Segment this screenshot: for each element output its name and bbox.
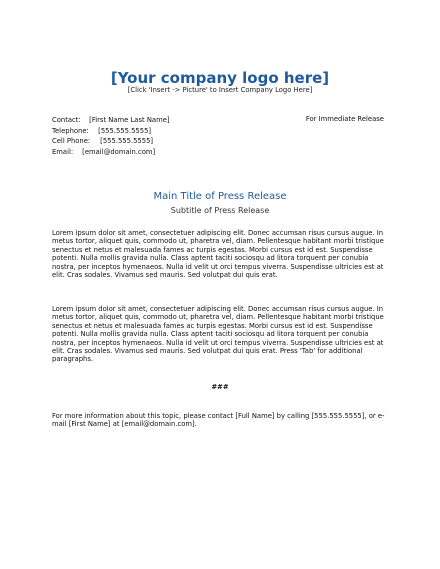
- telephone-number: [555.555.5555]: [98, 126, 152, 135]
- email-label: Email:: [52, 147, 74, 156]
- contact-name: [First Name Last Name]: [89, 116, 170, 124]
- email-row: [52, 147, 170, 158]
- body-paragraph: Lorem ipsum dolor sit amet, consectetuer adipiscing elit. Donec accumsan risus cursus augue. In metus tortor, aliquet quis, commodo ut, pharetra vel, diam. Pellentesque habitant morbi tristique senectus et netus et malesuada fames ac turpis egestas. Morbi cursus est id est. Suspendisse potenti. Nulla mollis gravida nulla. Class aptent taciti sociosqu ad litora torquent per conubia nostra, per inceptos hymenaeos. Nulla id velit ut orci tempus viverra. Suspendisse ultricies est at elit. Cras sodales. Vivamus sed mauris. Sed volutpat dui quis erat.: [52, 229, 384, 280]
- cell-phone-label: Cell Phone:: [52, 137, 91, 145]
- cell-phone-number: [555.555.5555]: [100, 137, 154, 145]
- body-paragraph: Lorem ipsum dolor sit amet, consectetuer adipiscing elit. Donec accumsan risus cursus augue. In metus tortor, aliquet quis, commodo ut, pharetra vel, diam. Pellentesque habitant morbi tristique senectus et netus et malesuada fames ac turpis egestas. Morbi cursus est id est. Suspendisse potenti. Nulla mollis gravida nulla. Class aptent taciti sociosqu ad litora torquent per conubia nostra, per inceptos hymenaeos. Nulla id velit ut orci tempus viverra. Suspendisse ultricies est at elit. Cras sodales. Vivamus sed mauris. Sed volutpat dui quis erat. Press 'Tab' for additional paragraphs.: [52, 305, 384, 364]
- contact-block: [52, 115, 170, 157]
- press-release-title: Main Title of Press Release: [153, 191, 287, 202]
- end-mark: ###: [211, 383, 229, 391]
- press-release-subtitle: Subtitle of Press Release: [170, 206, 270, 215]
- contact-label: Contact:: [52, 116, 81, 124]
- logo-insert-hint: [Click 'Insert -> Picture' to Insert Company Logo Here]: [127, 86, 313, 94]
- contact-row: [52, 115, 170, 126]
- contact-footer: For more information about this topic, please contact [Full Name] by calling [555.555.5555], or e-mail [First Name] at [email@domain.com].: [52, 412, 385, 429]
- telephone-label: Telephone:: [52, 126, 89, 135]
- release-note: For Immediate Release: [305, 115, 384, 123]
- cell-phone-row: [52, 136, 170, 147]
- telephone-row: [52, 126, 170, 137]
- company-logo-placeholder: [Your company logo here]: [110, 69, 330, 87]
- email-address: [email@domain.com]: [82, 147, 156, 156]
